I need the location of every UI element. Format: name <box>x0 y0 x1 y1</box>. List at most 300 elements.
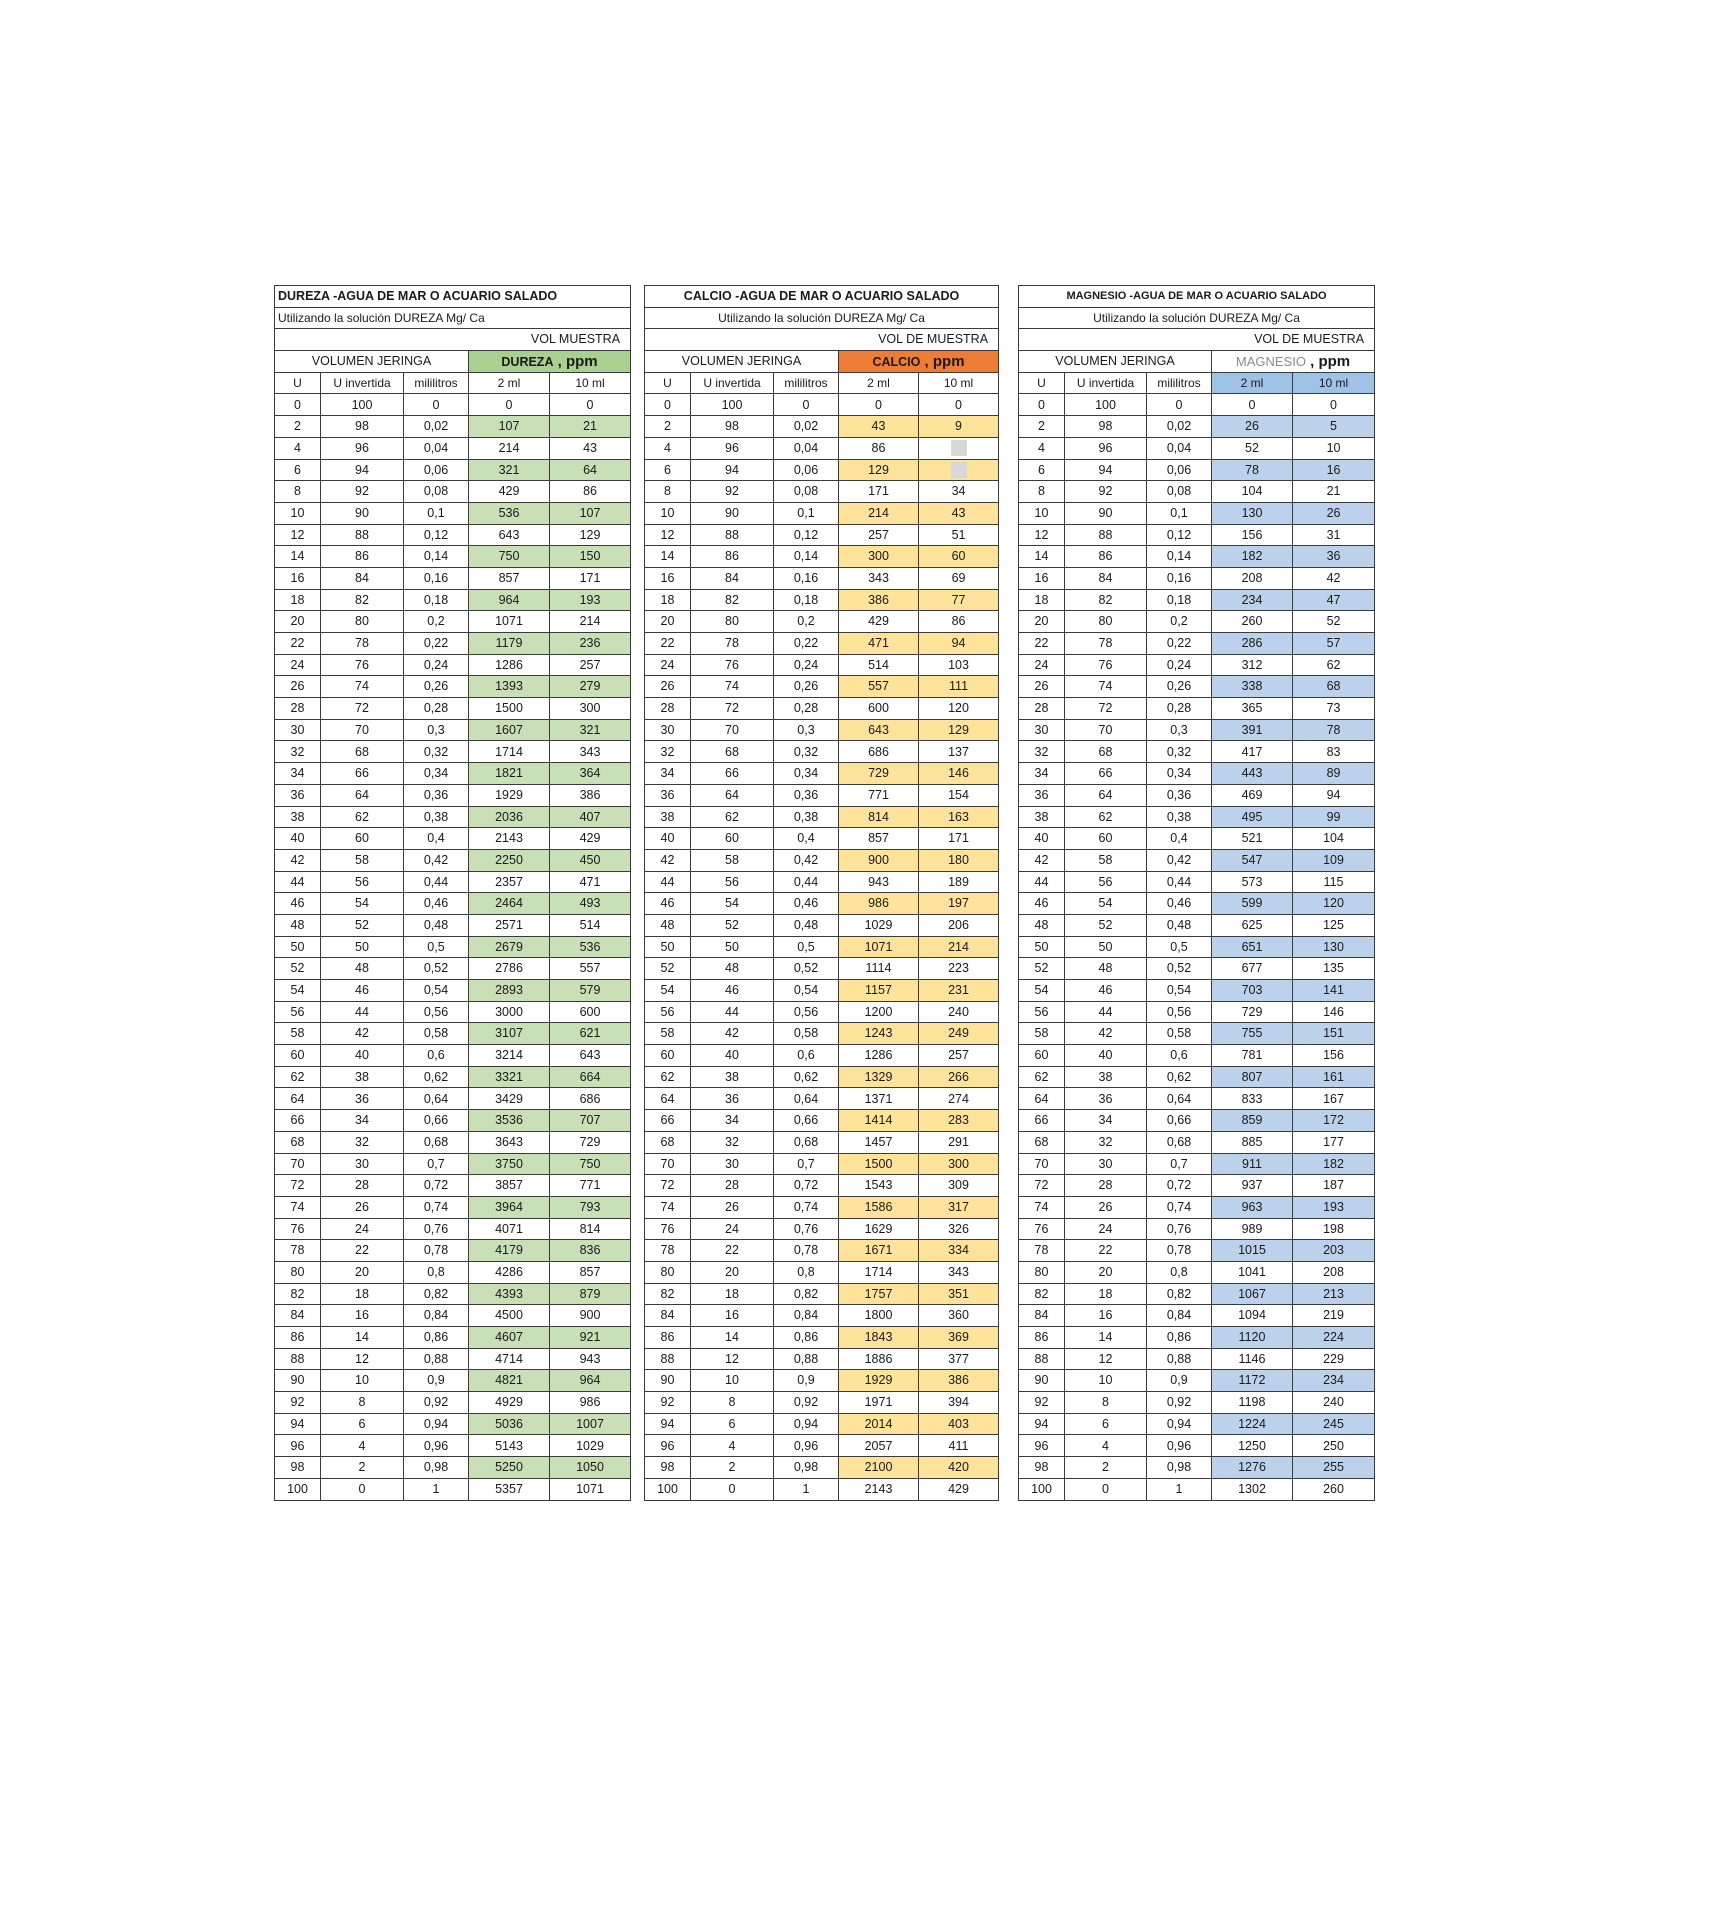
cell-mililitros: 0,46 <box>774 893 839 915</box>
cell-ppm-2ml: 3536 <box>469 1110 550 1132</box>
cell-ppm-10ml: 279 <box>550 676 631 698</box>
table-row <box>1019 1305 1375 1327</box>
table-row <box>275 633 631 655</box>
cell-mililitros: 0,2 <box>774 611 839 633</box>
cell-u: 72 <box>645 1175 691 1197</box>
cell-ppm-10ml: 879 <box>550 1283 631 1305</box>
cell-u: 12 <box>1019 524 1065 546</box>
cell-u: 94 <box>1019 1413 1065 1435</box>
cell-mililitros: 0,4 <box>774 828 839 850</box>
cell-u-invertida: 98 <box>321 416 404 438</box>
ppm-header <box>839 351 999 373</box>
cell-ppm-10ml: 21 <box>1293 481 1375 503</box>
cell-ppm-2ml: 4929 <box>469 1392 550 1414</box>
cell-ppm-2ml: 286 <box>1212 633 1293 655</box>
cell-u: 96 <box>645 1435 691 1457</box>
cell-mililitros: 0,52 <box>1147 958 1212 980</box>
table-row <box>1019 1153 1375 1175</box>
table-row <box>645 654 999 676</box>
table-subtitle: Utilizando la solución DUREZA Mg/ Ca <box>1019 307 1375 329</box>
table-row <box>1019 524 1375 546</box>
table-row <box>645 914 999 936</box>
cell-mililitros: 0,6 <box>404 1045 469 1067</box>
cell-ppm-2ml: 429 <box>469 481 550 503</box>
cell-u-invertida: 40 <box>1065 1045 1147 1067</box>
cell-ppm-2ml: 3214 <box>469 1045 550 1067</box>
table-row <box>645 589 999 611</box>
table-row <box>275 1327 631 1349</box>
cell-u: 58 <box>645 1023 691 1045</box>
cell-ppm-2ml: 4393 <box>469 1283 550 1305</box>
cell-u: 30 <box>645 719 691 741</box>
cell-mililitros: 0,52 <box>404 958 469 980</box>
cell-mililitros: 0,58 <box>404 1023 469 1045</box>
table-row <box>645 633 999 655</box>
cell-u-invertida: 0 <box>691 1478 774 1500</box>
cell-u-invertida: 72 <box>691 698 774 720</box>
cell-ppm-2ml: 989 <box>1212 1218 1293 1240</box>
cell-u-invertida: 80 <box>1065 611 1147 633</box>
cell-ppm-10ml: 141 <box>1293 980 1375 1002</box>
cell-mililitros: 0,26 <box>1147 676 1212 698</box>
cell-ppm-10ml: 154 <box>919 784 999 806</box>
cell-u-invertida: 6 <box>691 1413 774 1435</box>
cell-ppm-10ml: 351 <box>919 1283 999 1305</box>
cell-ppm-2ml: 986 <box>839 893 919 915</box>
table-row <box>645 1348 999 1370</box>
cell-ppm-2ml: 1886 <box>839 1348 919 1370</box>
ppm-unit: , ppm <box>553 352 598 370</box>
cell-ppm-10ml: 64 <box>550 459 631 481</box>
cell-mililitros: 0,46 <box>404 893 469 915</box>
cell-u: 38 <box>1019 806 1065 828</box>
cell-mililitros: 0,46 <box>1147 893 1212 915</box>
cell-u-invertida: 30 <box>321 1153 404 1175</box>
cell-ppm-10ml: 52 <box>1293 611 1375 633</box>
table-row <box>645 459 999 481</box>
cell-ppm-10ml: 579 <box>550 980 631 1002</box>
table-row <box>275 546 631 568</box>
cell-ppm-10ml: 255 <box>1293 1457 1375 1479</box>
cell-u-invertida: 4 <box>691 1435 774 1457</box>
cell-ppm-2ml: 1607 <box>469 719 550 741</box>
cell-ppm-2ml: 52 <box>1212 437 1293 459</box>
cell-ppm-2ml: 573 <box>1212 871 1293 893</box>
cell-ppm-10ml: 21 <box>550 416 631 438</box>
cell-ppm-2ml: 900 <box>839 849 919 871</box>
cell-mililitros: 0,88 <box>404 1348 469 1370</box>
table-row <box>275 893 631 915</box>
cell-ppm-10ml: 16 <box>1293 459 1375 481</box>
col-header-mililitros: mililitros <box>1147 372 1212 394</box>
cell-u: 48 <box>645 914 691 936</box>
cell-u: 22 <box>275 633 321 655</box>
cell-mililitros: 0,36 <box>774 784 839 806</box>
table-row <box>645 394 999 416</box>
cell-ppm-2ml: 4286 <box>469 1261 550 1283</box>
cell-ppm-10ml: 334 <box>919 1240 999 1262</box>
cell-ppm-2ml: 257 <box>839 524 919 546</box>
cell-mililitros: 0,74 <box>404 1196 469 1218</box>
cell-u-invertida: 54 <box>1065 893 1147 915</box>
cell-u: 58 <box>275 1023 321 1045</box>
cell-ppm-2ml: 1071 <box>839 936 919 958</box>
cell-ppm-2ml: 814 <box>839 806 919 828</box>
cell-mililitros: 0,62 <box>404 1066 469 1088</box>
cell-u-invertida: 78 <box>1065 633 1147 655</box>
cell-ppm-10ml: 68 <box>1293 676 1375 698</box>
cell-u-invertida: 38 <box>691 1066 774 1088</box>
cell-u: 82 <box>645 1283 691 1305</box>
table-row <box>645 611 999 633</box>
cell-mililitros: 0,36 <box>1147 784 1212 806</box>
cell-mililitros: 0,06 <box>1147 459 1212 481</box>
vol-muestra-label: VOL DE MUESTRA <box>839 329 999 351</box>
cell-mililitros: 0,92 <box>1147 1392 1212 1414</box>
cell-mililitros: 0,78 <box>774 1240 839 1262</box>
cell-ppm-2ml: 943 <box>839 871 919 893</box>
cell-ppm-10ml: 107 <box>550 502 631 524</box>
cell-mililitros: 0,88 <box>774 1348 839 1370</box>
cell-mililitros: 0,02 <box>404 416 469 438</box>
cell-ppm-2ml: 2036 <box>469 806 550 828</box>
cell-ppm-10ml: 62 <box>1293 654 1375 676</box>
table-row <box>645 1001 999 1023</box>
cell-u: 42 <box>1019 849 1065 871</box>
table-row <box>275 1023 631 1045</box>
cell-u-invertida: 48 <box>1065 958 1147 980</box>
cell-ppm-10ml: 171 <box>550 567 631 589</box>
cell-mililitros: 0 <box>774 394 839 416</box>
table-row <box>275 459 631 481</box>
cell-u-invertida: 88 <box>1065 524 1147 546</box>
cell-u-invertida: 26 <box>321 1196 404 1218</box>
col-header-mililitros: mililitros <box>774 372 839 394</box>
cell-ppm-10ml: 600 <box>550 1001 631 1023</box>
cell-u-invertida: 18 <box>691 1283 774 1305</box>
cell-ppm-2ml: 2893 <box>469 980 550 1002</box>
cell-u: 60 <box>275 1045 321 1067</box>
ppm-name: DUREZA <box>501 354 554 369</box>
table-row <box>1019 1131 1375 1153</box>
cell-mililitros: 0,8 <box>1147 1261 1212 1283</box>
cell-mililitros: 0,22 <box>1147 633 1212 655</box>
table-row <box>275 1066 631 1088</box>
cell-ppm-10ml: 94 <box>1293 784 1375 806</box>
cell-u: 32 <box>645 741 691 763</box>
cell-u: 92 <box>1019 1392 1065 1414</box>
cell-ppm-2ml: 471 <box>839 633 919 655</box>
cell-u: 78 <box>275 1240 321 1262</box>
table-row <box>645 741 999 763</box>
table-row <box>645 849 999 871</box>
cell-u: 72 <box>1019 1175 1065 1197</box>
cell-u: 28 <box>1019 698 1065 720</box>
cell-ppm-2ml: 963 <box>1212 1196 1293 1218</box>
cell-u: 6 <box>645 459 691 481</box>
cell-mililitros: 0,04 <box>404 437 469 459</box>
cell-u-invertida: 36 <box>321 1088 404 1110</box>
cell-u-invertida: 56 <box>1065 871 1147 893</box>
cell-mililitros: 0,32 <box>1147 741 1212 763</box>
table-row <box>645 437 999 459</box>
cell-ppm-2ml: 26 <box>1212 416 1293 438</box>
cell-u: 8 <box>1019 481 1065 503</box>
cell-u: 68 <box>645 1131 691 1153</box>
cell-ppm-10ml: 1050 <box>550 1457 631 1479</box>
cell-u: 10 <box>645 502 691 524</box>
cell-ppm-10ml: 83 <box>1293 741 1375 763</box>
cell-u-invertida: 4 <box>321 1435 404 1457</box>
cell-u-invertida: 66 <box>691 763 774 785</box>
cell-u: 26 <box>1019 676 1065 698</box>
cell-ppm-2ml: 338 <box>1212 676 1293 698</box>
cell-mililitros: 0,32 <box>404 741 469 763</box>
table-row <box>275 871 631 893</box>
cell-mililitros: 0,52 <box>774 958 839 980</box>
table-row <box>645 958 999 980</box>
table-row <box>275 611 631 633</box>
cell-u: 98 <box>275 1457 321 1479</box>
ppm-unit: , ppm <box>920 352 965 370</box>
cell-u: 36 <box>1019 784 1065 806</box>
cell-ppm-10ml: 664 <box>550 1066 631 1088</box>
cell-u-invertida: 100 <box>691 394 774 416</box>
cell-ppm-2ml: 1714 <box>839 1261 919 1283</box>
table-row <box>275 1413 631 1435</box>
cell-ppm-2ml: 234 <box>1212 589 1293 611</box>
cell-mililitros: 0,1 <box>1147 502 1212 524</box>
col-header-u-invertida: U invertida <box>321 372 404 394</box>
cell-ppm-10ml: 283 <box>919 1110 999 1132</box>
cell-mililitros: 0,44 <box>404 871 469 893</box>
cell-u-invertida: 74 <box>691 676 774 698</box>
cell-mililitros: 0,5 <box>774 936 839 958</box>
cell-ppm-2ml: 391 <box>1212 719 1293 741</box>
table-row <box>645 1066 999 1088</box>
cell-u-invertida: 26 <box>691 1196 774 1218</box>
cell-u: 94 <box>275 1413 321 1435</box>
cell-u: 6 <box>1019 459 1065 481</box>
cell-u: 20 <box>1019 611 1065 633</box>
cell-ppm-10ml: 36 <box>1293 546 1375 568</box>
cell-u-invertida: 14 <box>691 1327 774 1349</box>
cell-ppm-2ml: 703 <box>1212 980 1293 1002</box>
cell-u-invertida: 78 <box>321 633 404 655</box>
cell-ppm-10ml: 42 <box>1293 567 1375 589</box>
cell-u: 52 <box>275 958 321 980</box>
table-row <box>1019 1478 1375 1500</box>
table-row <box>645 1435 999 1457</box>
cell-ppm-2ml: 514 <box>839 654 919 676</box>
cell-ppm-2ml: 343 <box>839 567 919 589</box>
cell-mililitros: 0,26 <box>774 676 839 698</box>
cell-u: 98 <box>645 1457 691 1479</box>
cell-ppm-2ml: 1146 <box>1212 1348 1293 1370</box>
cell-ppm-2ml: 4714 <box>469 1348 550 1370</box>
cell-u: 24 <box>1019 654 1065 676</box>
cell-mililitros: 0,94 <box>1147 1413 1212 1435</box>
table-row <box>1019 1261 1375 1283</box>
cell-ppm-10ml: 0 <box>550 394 631 416</box>
cell-ppm-10ml: 161 <box>1293 1066 1375 1088</box>
table-row <box>275 1218 631 1240</box>
table-row <box>275 1131 631 1153</box>
cell-mililitros: 0,84 <box>1147 1305 1212 1327</box>
cell-ppm-2ml: 3429 <box>469 1088 550 1110</box>
cell-ppm-10ml: 73 <box>1293 698 1375 720</box>
cell-u-invertida: 44 <box>1065 1001 1147 1023</box>
volumen-jeringa-label: VOLUMEN JERINGA <box>275 351 469 373</box>
volumen-jeringa-label: VOLUMEN JERINGA <box>645 351 839 373</box>
cell-mililitros: 0,76 <box>774 1218 839 1240</box>
cell-mililitros: 0,08 <box>774 481 839 503</box>
cell-ppm-10ml: 309 <box>919 1175 999 1197</box>
cell-ppm-2ml: 469 <box>1212 784 1293 806</box>
cell-u: 92 <box>275 1392 321 1414</box>
cell-u: 18 <box>1019 589 1065 611</box>
cell-u-invertida: 0 <box>1065 1478 1147 1500</box>
cell-u-invertida: 46 <box>1065 980 1147 1002</box>
cell-ppm-2ml: 1067 <box>1212 1283 1293 1305</box>
table-row <box>1019 1110 1375 1132</box>
cell-u-invertida: 50 <box>691 936 774 958</box>
cell-mililitros: 0,96 <box>1147 1435 1212 1457</box>
cell-ppm-2ml: 521 <box>1212 828 1293 850</box>
cell-u: 58 <box>1019 1023 1065 1045</box>
cell-ppm-10ml: 321 <box>550 719 631 741</box>
cell-mililitros: 0,24 <box>404 654 469 676</box>
cell-mililitros: 0 <box>1147 394 1212 416</box>
cell-u: 96 <box>1019 1435 1065 1457</box>
volumen-jeringa-label: VOLUMEN JERINGA <box>1019 351 1212 373</box>
cell-u-invertida: 12 <box>691 1348 774 1370</box>
table-subtitle: Utilizando la solución DUREZA Mg/ Ca <box>645 307 999 329</box>
cell-ppm-10ml: 403 <box>919 1413 999 1435</box>
table-row <box>1019 1218 1375 1240</box>
cell-ppm-2ml: 5143 <box>469 1435 550 1457</box>
cell-u: 82 <box>1019 1283 1065 1305</box>
cell-mililitros: 0,28 <box>1147 698 1212 720</box>
cell-u-invertida: 94 <box>1065 459 1147 481</box>
cell-ppm-10ml: 411 <box>919 1435 999 1457</box>
cell-ppm-10ml: 99 <box>1293 806 1375 828</box>
cell-u-invertida: 98 <box>691 416 774 438</box>
cell-u-invertida: 50 <box>321 936 404 958</box>
cell-mililitros: 0,48 <box>404 914 469 936</box>
cell-u: 38 <box>645 806 691 828</box>
table-row <box>275 784 631 806</box>
cell-ppm-10ml: 900 <box>550 1305 631 1327</box>
cell-u-invertida: 34 <box>1065 1110 1147 1132</box>
cell-u: 40 <box>645 828 691 850</box>
cell-ppm-2ml: 1120 <box>1212 1327 1293 1349</box>
cell-mililitros: 0,4 <box>1147 828 1212 850</box>
cell-ppm-2ml: 300 <box>839 546 919 568</box>
table-row <box>275 719 631 741</box>
cell-u-invertida: 2 <box>691 1457 774 1479</box>
table-row <box>275 437 631 459</box>
cell-mililitros: 0,38 <box>1147 806 1212 828</box>
col-header-2ml: 2 ml <box>469 372 550 394</box>
cell-u-invertida: 42 <box>691 1023 774 1045</box>
cell-mililitros: 0,84 <box>774 1305 839 1327</box>
table-row <box>645 502 999 524</box>
cell-u: 56 <box>645 1001 691 1023</box>
cell-ppm-2ml: 1371 <box>839 1088 919 1110</box>
cell-ppm-10ml: 26 <box>1293 502 1375 524</box>
cell-ppm-10ml: 407 <box>550 806 631 828</box>
cell-ppm-10ml: 129 <box>550 524 631 546</box>
cell-mililitros: 0,16 <box>1147 567 1212 589</box>
cell-ppm-10ml: 103 <box>919 654 999 676</box>
cell-mililitros: 0,24 <box>774 654 839 676</box>
cell-u-invertida: 22 <box>691 1240 774 1262</box>
cell-u-invertida: 100 <box>321 394 404 416</box>
cell-u-invertida: 32 <box>321 1131 404 1153</box>
cell-u-invertida: 12 <box>321 1348 404 1370</box>
cell-ppm-2ml: 937 <box>1212 1175 1293 1197</box>
cell-ppm-10ml: 78 <box>1293 719 1375 741</box>
cell-ppm-10ml: 104 <box>1293 828 1375 850</box>
cell-u: 16 <box>275 567 321 589</box>
cell-ppm-2ml: 5250 <box>469 1457 550 1479</box>
cell-u-invertida: 66 <box>1065 763 1147 785</box>
col-header-u: U <box>1019 372 1065 394</box>
cell-ppm-2ml: 2014 <box>839 1413 919 1435</box>
table-row <box>645 1392 999 1414</box>
cell-ppm-2ml: 600 <box>839 698 919 720</box>
table-row <box>1019 567 1375 589</box>
cell-ppm-10ml: 189 <box>919 871 999 893</box>
col-header-u-invertida: U invertida <box>691 372 774 394</box>
cell-ppm-10ml: 686 <box>550 1088 631 1110</box>
cell-ppm-2ml: 130 <box>1212 502 1293 524</box>
cell-mililitros: 0,56 <box>774 1001 839 1023</box>
cell-ppm-10ml: 274 <box>919 1088 999 1110</box>
cell-u: 76 <box>1019 1218 1065 1240</box>
cell-mililitros: 0,06 <box>774 459 839 481</box>
cell-mililitros: 0,9 <box>774 1370 839 1392</box>
cell-u-invertida: 40 <box>321 1045 404 1067</box>
cell-mililitros: 0,88 <box>1147 1348 1212 1370</box>
cell-ppm-2ml: 1224 <box>1212 1413 1293 1435</box>
cell-u: 0 <box>1019 394 1065 416</box>
cell-mililitros: 0,28 <box>774 698 839 720</box>
cell-ppm-2ml: 833 <box>1212 1088 1293 1110</box>
cell-ppm-10ml: 156 <box>1293 1045 1375 1067</box>
cell-ppm-10ml: 77 <box>919 589 999 611</box>
table-row <box>1019 416 1375 438</box>
cell-u-invertida: 84 <box>691 567 774 589</box>
cell-ppm-2ml: 755 <box>1212 1023 1293 1045</box>
cell-u-invertida: 22 <box>321 1240 404 1262</box>
table-row <box>275 741 631 763</box>
cell-ppm-10ml: 51 <box>919 524 999 546</box>
cell-ppm-2ml: 43 <box>839 416 919 438</box>
col-header-mililitros: mililitros <box>404 372 469 394</box>
cell-u-invertida: 24 <box>691 1218 774 1240</box>
cell-ppm-10ml: 266 <box>919 1066 999 1088</box>
column-headers <box>645 372 999 394</box>
cell-ppm-2ml: 2250 <box>469 849 550 871</box>
table-row <box>1019 741 1375 763</box>
cell-ppm-10ml: 240 <box>1293 1392 1375 1414</box>
cell-u: 2 <box>275 416 321 438</box>
cell-ppm-10ml: 420 <box>919 1457 999 1479</box>
cell-u: 82 <box>275 1283 321 1305</box>
cell-ppm-10ml: 377 <box>919 1348 999 1370</box>
